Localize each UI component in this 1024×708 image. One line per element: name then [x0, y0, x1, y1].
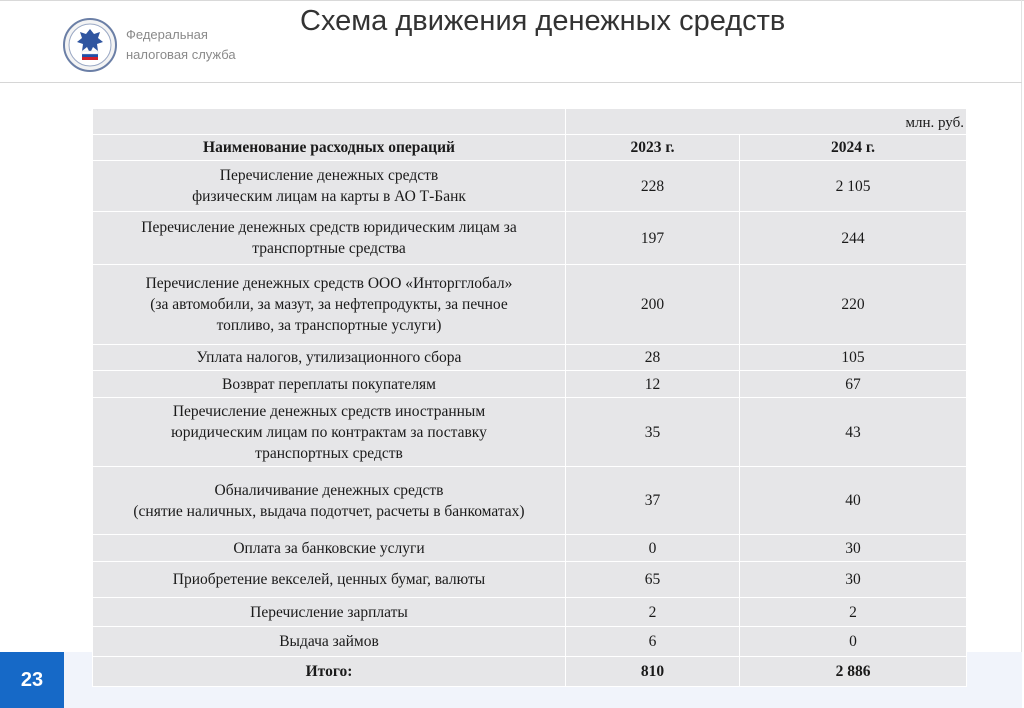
table-row	[93, 398, 967, 467]
row-2023-cell: 35	[566, 398, 740, 467]
row-2024-cell: 40	[740, 467, 967, 535]
row-name-cell: Перечисление зарплаты	[93, 598, 566, 627]
row-2024-cell: 105	[740, 345, 967, 371]
row-2023-cell: 65	[566, 562, 740, 598]
row-2023-cell: 197	[566, 212, 740, 265]
row-2023-cell: 228	[566, 161, 740, 212]
row-name-cell: Возврат переплаты покупателям	[93, 371, 566, 398]
row-2024-cell: 0	[740, 627, 967, 657]
table-row	[93, 345, 967, 371]
total-label: Итого:	[93, 657, 566, 687]
header-2023: 2023 г.	[566, 135, 740, 161]
row-2024-cell: 220	[740, 265, 967, 345]
row-name-cell: Уплата налогов, утилизационного сбора	[93, 345, 566, 371]
total-row	[93, 657, 967, 687]
table-row	[93, 598, 967, 627]
total-2023: 810	[566, 657, 740, 687]
header-name: Наименование расходных операций	[93, 135, 566, 161]
table-row	[93, 535, 967, 562]
row-name-cell: Перечисление денежных средств физическим лицам на карты в АО Т-Банк	[93, 161, 566, 212]
table-header-row	[93, 135, 967, 161]
row-2023-cell: 200	[566, 265, 740, 345]
row-name-cell: Выдача займов	[93, 627, 566, 657]
row-2024-cell: 30	[740, 562, 967, 598]
row-2023-cell: 37	[566, 467, 740, 535]
row-2023-cell: 28	[566, 345, 740, 371]
row-2023-cell: 0	[566, 535, 740, 562]
row-2024-cell: 30	[740, 535, 967, 562]
row-name-cell: Обналичивание денежных средств (снятие наличных, выдача подотчет, расчеты в банкоматах)	[93, 467, 566, 535]
row-name-cell: Приобретение векселей, ценных бумаг, валюты	[93, 562, 566, 598]
unit-label: млн. руб.	[566, 109, 967, 135]
table-row	[93, 627, 967, 657]
fns-emblem-icon	[62, 16, 118, 74]
row-name-cell: Перечисление денежных средств юридическим лицам за транспортные средства	[93, 212, 566, 265]
page-number: 23	[0, 652, 64, 708]
row-name-cell: Перечисление денежных средств ООО «Инторгглобал» (за автомобили, за мазут, за нефтепродукты, за печное топливо, за транспортные услуги)	[93, 265, 566, 345]
row-name-cell: Оплата за банковские услуги	[93, 535, 566, 562]
row-2023-cell: 6	[566, 627, 740, 657]
org-line-2: налоговая служба	[126, 47, 236, 62]
table-row	[93, 467, 967, 535]
unit-row	[93, 109, 967, 135]
page-title: Схема движения денежных средств	[300, 5, 786, 37]
row-2024-cell: 43	[740, 398, 967, 467]
org-name	[126, 25, 236, 65]
header-2024: 2024 г.	[740, 135, 967, 161]
row-2024-cell: 67	[740, 371, 967, 398]
row-2024-cell: 2	[740, 598, 967, 627]
cashflow-table	[92, 108, 967, 687]
table-row	[93, 371, 967, 398]
table-row	[93, 265, 967, 345]
row-2023-cell: 12	[566, 371, 740, 398]
row-2024-cell: 244	[740, 212, 967, 265]
org-line-1: Федеральная	[126, 27, 208, 42]
row-2024-cell: 2 105	[740, 161, 967, 212]
table-row	[93, 212, 967, 265]
total-2024: 2 886	[740, 657, 967, 687]
row-name-cell: Перечисление денежных средств иностранным юридическим лицам по контрактам за поставку транспортных средств	[93, 398, 566, 467]
row-2023-cell: 2	[566, 598, 740, 627]
table-row	[93, 562, 967, 598]
header-divider	[0, 82, 1022, 83]
table-row	[93, 161, 967, 212]
unit-empty-cell	[93, 109, 566, 135]
